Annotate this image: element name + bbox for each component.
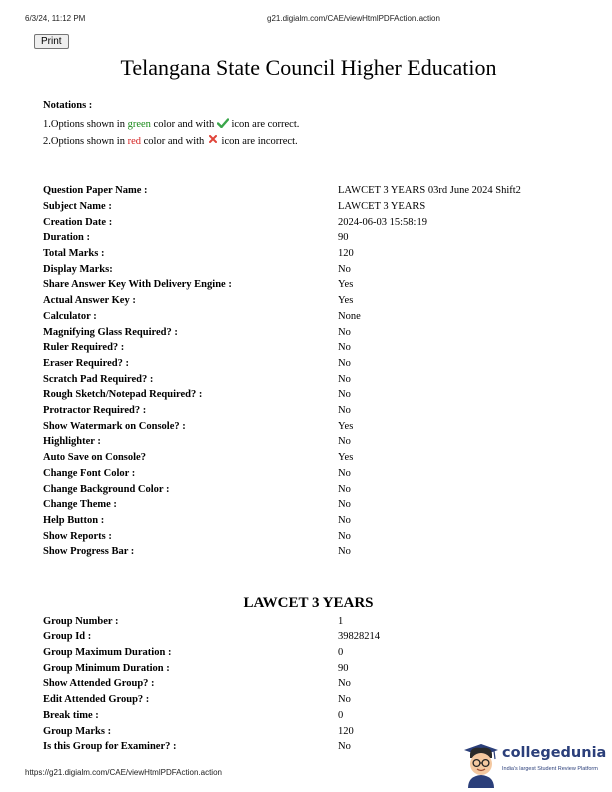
detail-row xyxy=(43,421,583,437)
group-value: 0 xyxy=(338,647,344,658)
note-text: 1.Options shown in xyxy=(43,119,128,130)
group-label: Group Number : xyxy=(43,616,119,627)
detail-value: 90 xyxy=(338,232,349,243)
detail-value: LAWCET 3 YEARS 03rd June 2024 Shift2 xyxy=(338,185,521,196)
detail-label: Change Background Color : xyxy=(43,484,170,495)
note-text: icon are incorrect. xyxy=(218,136,298,147)
detail-label: Subject Name : xyxy=(43,201,112,212)
print-datetime: 6/3/24, 11:12 PM xyxy=(25,14,86,23)
group-row xyxy=(43,710,583,726)
detail-value: Yes xyxy=(338,279,354,290)
detail-row xyxy=(43,264,583,280)
group-row xyxy=(43,663,583,679)
check-icon xyxy=(217,118,229,128)
group-label: Group Marks : xyxy=(43,726,112,737)
detail-row xyxy=(43,327,583,343)
group-row xyxy=(43,726,583,742)
detail-value: No xyxy=(338,531,351,542)
detail-row xyxy=(43,468,583,484)
detail-label: Show Progress Bar : xyxy=(43,546,135,557)
detail-value: No xyxy=(338,264,351,275)
detail-row xyxy=(43,515,583,531)
group-value: 0 xyxy=(338,710,344,721)
detail-label: Show Watermark on Console? : xyxy=(43,421,186,432)
group-value: No xyxy=(338,694,351,705)
detail-label: Eraser Required? : xyxy=(43,358,129,369)
note-text: color and with xyxy=(141,136,207,147)
group-label: Break time : xyxy=(43,710,99,721)
group-value: 39828214 xyxy=(338,631,380,642)
group-label: Show Attended Group? : xyxy=(43,678,155,689)
detail-label: Actual Answer Key : xyxy=(43,295,136,306)
detail-value: No xyxy=(338,342,351,353)
detail-value: 2024-06-03 15:58:19 xyxy=(338,217,427,228)
detail-row xyxy=(43,311,583,327)
detail-label: Change Font Color : xyxy=(43,468,136,479)
detail-row xyxy=(43,295,583,311)
detail-value: Yes xyxy=(338,421,354,432)
detail-row xyxy=(43,499,583,515)
group-row xyxy=(43,694,583,710)
note-text: 2.Options shown in xyxy=(43,136,128,147)
notations-label: Notations : xyxy=(43,100,93,111)
group-value: 1 xyxy=(338,616,344,627)
detail-value: None xyxy=(338,311,361,322)
group-label: Group Minimum Duration : xyxy=(43,663,170,674)
detail-value: No xyxy=(338,389,351,400)
detail-value: No xyxy=(338,546,351,557)
detail-row xyxy=(43,232,583,248)
group-value: 90 xyxy=(338,663,349,674)
group-row xyxy=(43,616,583,632)
collegedunia-logo xyxy=(462,742,612,790)
detail-row xyxy=(43,389,583,405)
group-label: Group Maximum Duration : xyxy=(43,647,172,658)
group-value: No xyxy=(338,741,351,752)
detail-row xyxy=(43,217,583,233)
note-text: icon are correct. xyxy=(228,119,300,130)
group-label: Group Id : xyxy=(43,631,92,642)
detail-value: Yes xyxy=(338,295,354,306)
detail-value: No xyxy=(338,484,351,495)
detail-row xyxy=(43,279,583,295)
detail-value: 120 xyxy=(338,248,354,259)
detail-value: No xyxy=(338,499,351,510)
group-label: Edit Attended Group? : xyxy=(43,694,150,705)
note-text: color and with xyxy=(150,119,217,130)
cross-icon xyxy=(209,135,217,143)
detail-value: No xyxy=(338,327,351,338)
detail-row xyxy=(43,436,583,452)
notation-correct xyxy=(43,118,299,130)
group-row xyxy=(43,678,583,694)
section-title: LAWCET 3 YEARS xyxy=(243,595,374,611)
detail-value: No xyxy=(338,468,351,479)
detail-row xyxy=(43,484,583,500)
detail-label: Duration : xyxy=(43,232,90,243)
detail-value: No xyxy=(338,374,351,385)
detail-label: Protractor Required? : xyxy=(43,405,147,416)
detail-label: Display Marks: xyxy=(43,264,113,275)
detail-label: Calculator : xyxy=(43,311,97,322)
print-button[interactable]: Print xyxy=(34,34,69,49)
green-word: green xyxy=(127,119,151,130)
detail-label: Total Marks : xyxy=(43,248,105,259)
detail-row xyxy=(43,546,583,562)
detail-value: No xyxy=(338,436,351,447)
group-label: Is this Group for Examiner? : xyxy=(43,741,177,752)
detail-row xyxy=(43,248,583,264)
detail-label: Ruler Required? : xyxy=(43,342,125,353)
detail-value: No xyxy=(338,358,351,369)
detail-label: Magnifying Glass Required? : xyxy=(43,327,178,338)
detail-row xyxy=(43,358,583,374)
detail-label: Question Paper Name : xyxy=(43,185,148,196)
detail-label: Change Theme : xyxy=(43,499,117,510)
detail-value: LAWCET 3 YEARS xyxy=(338,201,426,212)
detail-row xyxy=(43,185,583,201)
detail-row xyxy=(43,452,583,468)
logo-tagline: India's largest Student Review Platform xyxy=(502,766,598,772)
group-row xyxy=(43,631,583,647)
detail-value: Yes xyxy=(338,452,354,463)
detail-label: Auto Save on Console? xyxy=(43,452,146,463)
detail-value: No xyxy=(338,515,351,526)
detail-label: Help Button : xyxy=(43,515,105,526)
notation-incorrect xyxy=(43,135,298,147)
mascot-icon xyxy=(462,742,500,788)
detail-row xyxy=(43,342,583,358)
detail-row xyxy=(43,531,583,547)
group-row xyxy=(43,647,583,663)
page-url-footer: https://g21.digialm.com/CAE/viewHtmlPDFAction.action xyxy=(25,768,222,777)
detail-row xyxy=(43,405,583,421)
detail-value: No xyxy=(338,405,351,416)
logo-text: collegedunia xyxy=(502,745,607,761)
detail-label: Show Reports : xyxy=(43,531,112,542)
page-url-header: g21.digialm.com/CAE/viewHtmlPDFAction.action xyxy=(267,14,440,23)
detail-label: Highlighter : xyxy=(43,436,101,447)
detail-row xyxy=(43,201,583,217)
group-value: 120 xyxy=(338,726,354,737)
red-word: red xyxy=(127,136,142,147)
detail-label: Scratch Pad Required? : xyxy=(43,374,154,385)
detail-label: Rough Sketch/Notepad Required? : xyxy=(43,389,203,400)
detail-row xyxy=(43,374,583,390)
detail-label: Share Answer Key With Delivery Engine : xyxy=(43,279,232,290)
detail-label: Creation Date : xyxy=(43,217,113,228)
page-title: Telangana State Council Higher Education xyxy=(120,55,497,80)
group-value: No xyxy=(338,678,351,689)
